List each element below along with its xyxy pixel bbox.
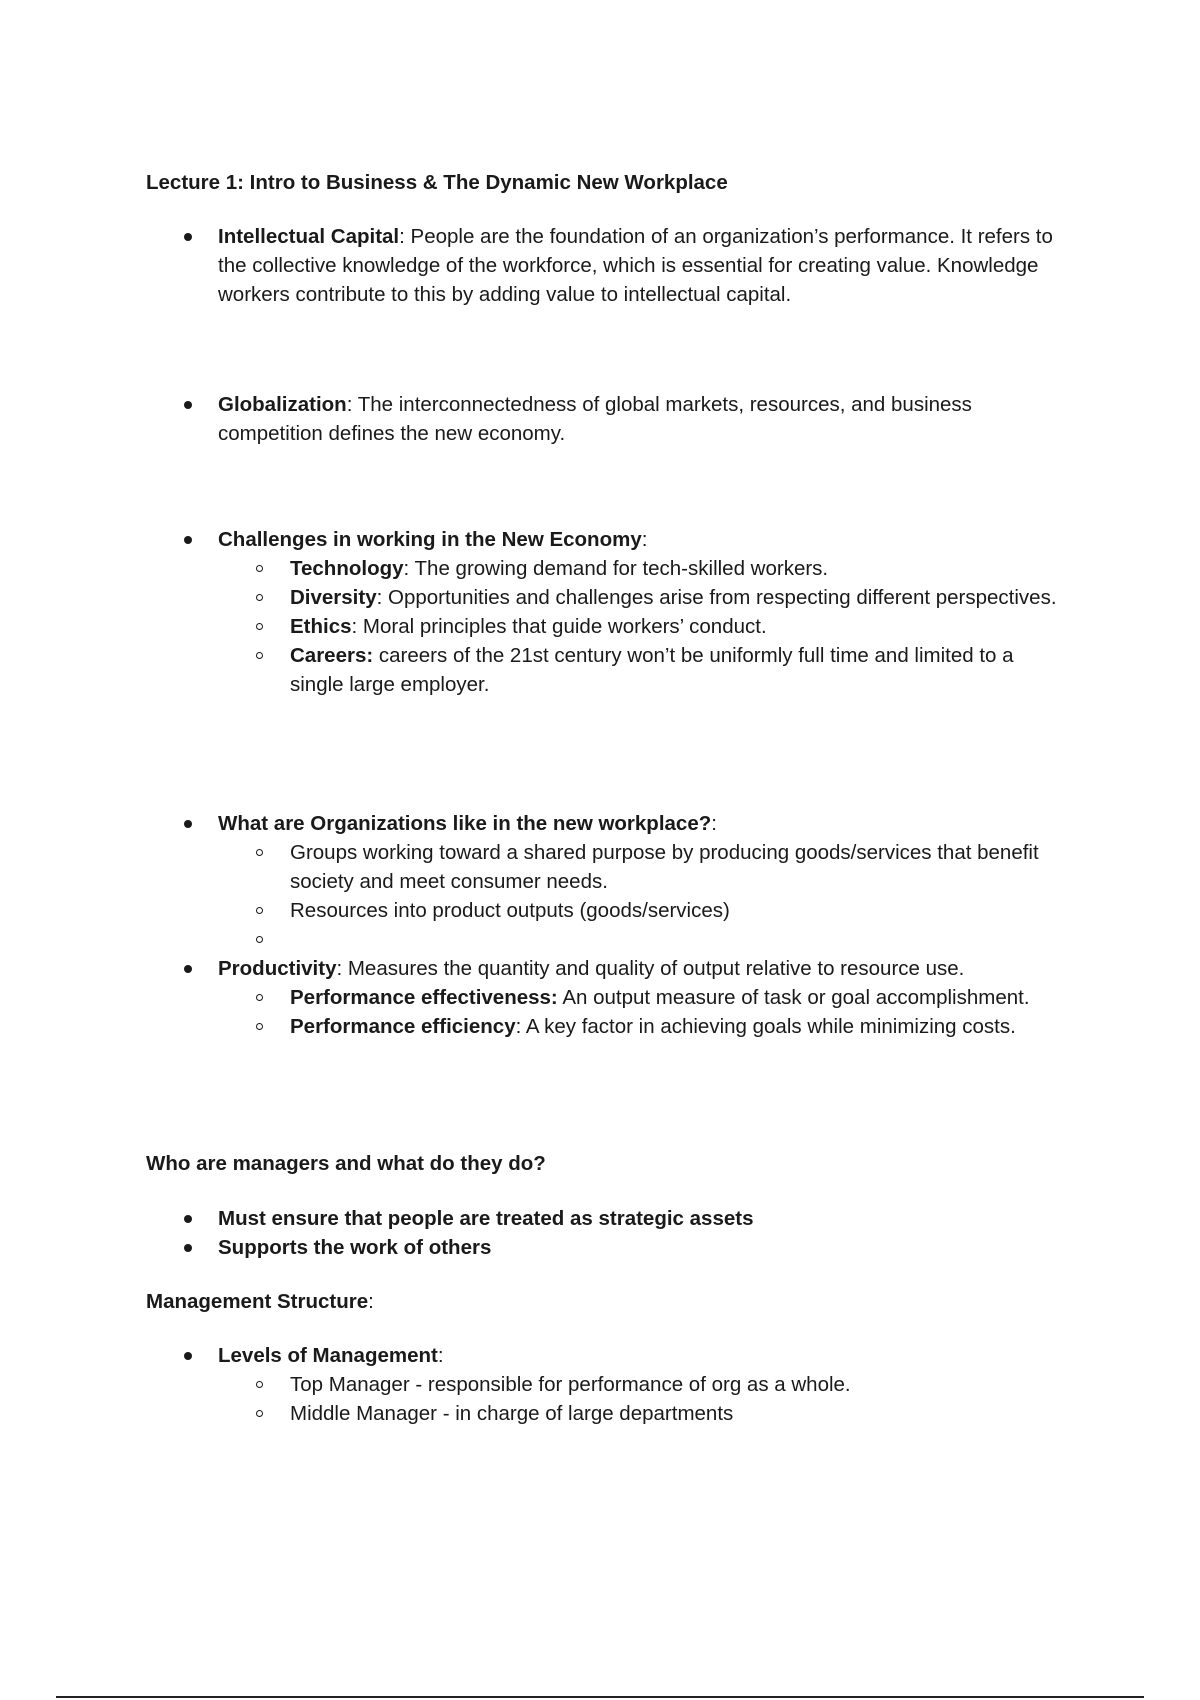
bullet-dot-icon (184, 965, 192, 973)
term-label: Challenges in working in the New Economy (218, 528, 642, 551)
section-heading-managers: Who are managers and what do they do? (146, 1152, 546, 1175)
definition-text: : Measures the quantity and quality of output relative to resource use. (336, 957, 965, 980)
list-item: Resources into product outputs (goods/services) (252, 896, 1072, 925)
bullet-dot-icon (184, 536, 192, 544)
term-label: Levels of Management (218, 1344, 438, 1367)
circle-bullet-icon (256, 1381, 263, 1388)
bullet-dot-icon (184, 1215, 192, 1223)
bullet-dot-icon (184, 1244, 192, 1252)
sub-item-diversity: Diversity: Opportunities and challenges arise from respecting different perspectives. (252, 583, 1072, 612)
sub-item-top-manager: Top Manager - responsible for performance of org as a whole. (252, 1370, 1072, 1399)
term-label: Productivity (218, 957, 337, 980)
sub-item-ethics: Ethics: Moral principles that guide workers’ conduct. (252, 612, 1072, 641)
bullet-globalization (180, 390, 1080, 448)
sub-item-technology: Technology: The growing demand for tech-skilled workers. (252, 554, 1072, 583)
term-label: What are Organizations like in the new workplace? (218, 812, 712, 835)
page-title: Lecture 1: Intro to Business & The Dynamic New Workplace (146, 171, 728, 194)
bullet-dot-icon (184, 1352, 192, 1360)
bullet-dot-icon (184, 820, 192, 828)
bullet-intellectual-capital (180, 222, 1080, 309)
bullet-productivity (180, 954, 1080, 1041)
definition-text: : The interconnectedness of global markets, resources, and business competition defines the new economy. (218, 393, 972, 445)
sub-item-careers: Careers: careers of the 21st century won’t be uniformly full time and limited to a single large employer. (252, 641, 1072, 699)
sub-item-effectiveness: Performance effectiveness: An output measure of task or goal accomplishment. (252, 983, 1072, 1012)
circle-bullet-icon (256, 594, 263, 601)
section-heading-structure: Management Structure: (146, 1290, 374, 1313)
bullet-strategic-assets: Must ensure that people are treated as strategic assets (180, 1204, 1080, 1233)
term-label: Intellectual Capital (218, 225, 400, 248)
circle-bullet-icon (256, 1023, 263, 1030)
footer-divider (56, 1696, 1144, 1698)
term-label: Globalization (218, 393, 347, 416)
circle-bullet-icon (256, 652, 263, 659)
circle-bullet-icon (256, 907, 263, 914)
circle-bullet-icon (256, 994, 263, 1001)
list-item-empty (252, 925, 1072, 954)
bullet-dot-icon (184, 401, 192, 409)
circle-bullet-icon (256, 936, 263, 943)
circle-bullet-icon (256, 565, 263, 572)
definition-text: : People are the foundation of an organization’s performance. It refers to the collective knowledge of the workforce, which is essential for creating value. Knowledge workers contribute to this by adding value to intellectual capital. (218, 225, 1053, 306)
bullet-organizations: What are Organizations like in the new workplace?: Groups working toward a shared purpose by producing goods/services that benefit society and meet consumer needs. Resources into product outputs (goods/services) (180, 809, 1080, 954)
sub-item-middle-manager: Middle Manager - in charge of large departments (252, 1399, 1072, 1428)
bullet-challenges: Challenges in working in the New Economy: Technology: The growing demand for tech-skilled workers. Diversity: Opportunities and challenges arise from respecting different perspectives. Ethics: Moral principles that guide workers’ conduct. Careers: careers of the 21st century won’t be uniformly full time and limited to a single large employer. (180, 525, 1080, 699)
circle-bullet-icon (256, 623, 263, 630)
bullet-levels-of-management: Levels of Management: Top Manager - responsible for performance of org as a whole. Middle Manager - in charge of large departments (180, 1341, 1080, 1428)
list-item: Groups working toward a shared purpose by producing goods/services that benefit society and meet consumer needs. (252, 838, 1072, 896)
bullet-dot-icon (184, 233, 192, 241)
circle-bullet-icon (256, 1410, 263, 1417)
bullet-supports-work: Supports the work of others (180, 1233, 1080, 1262)
sub-item-efficiency: Performance efficiency: A key factor in achieving goals while minimizing costs. (252, 1012, 1072, 1041)
circle-bullet-icon (256, 849, 263, 856)
